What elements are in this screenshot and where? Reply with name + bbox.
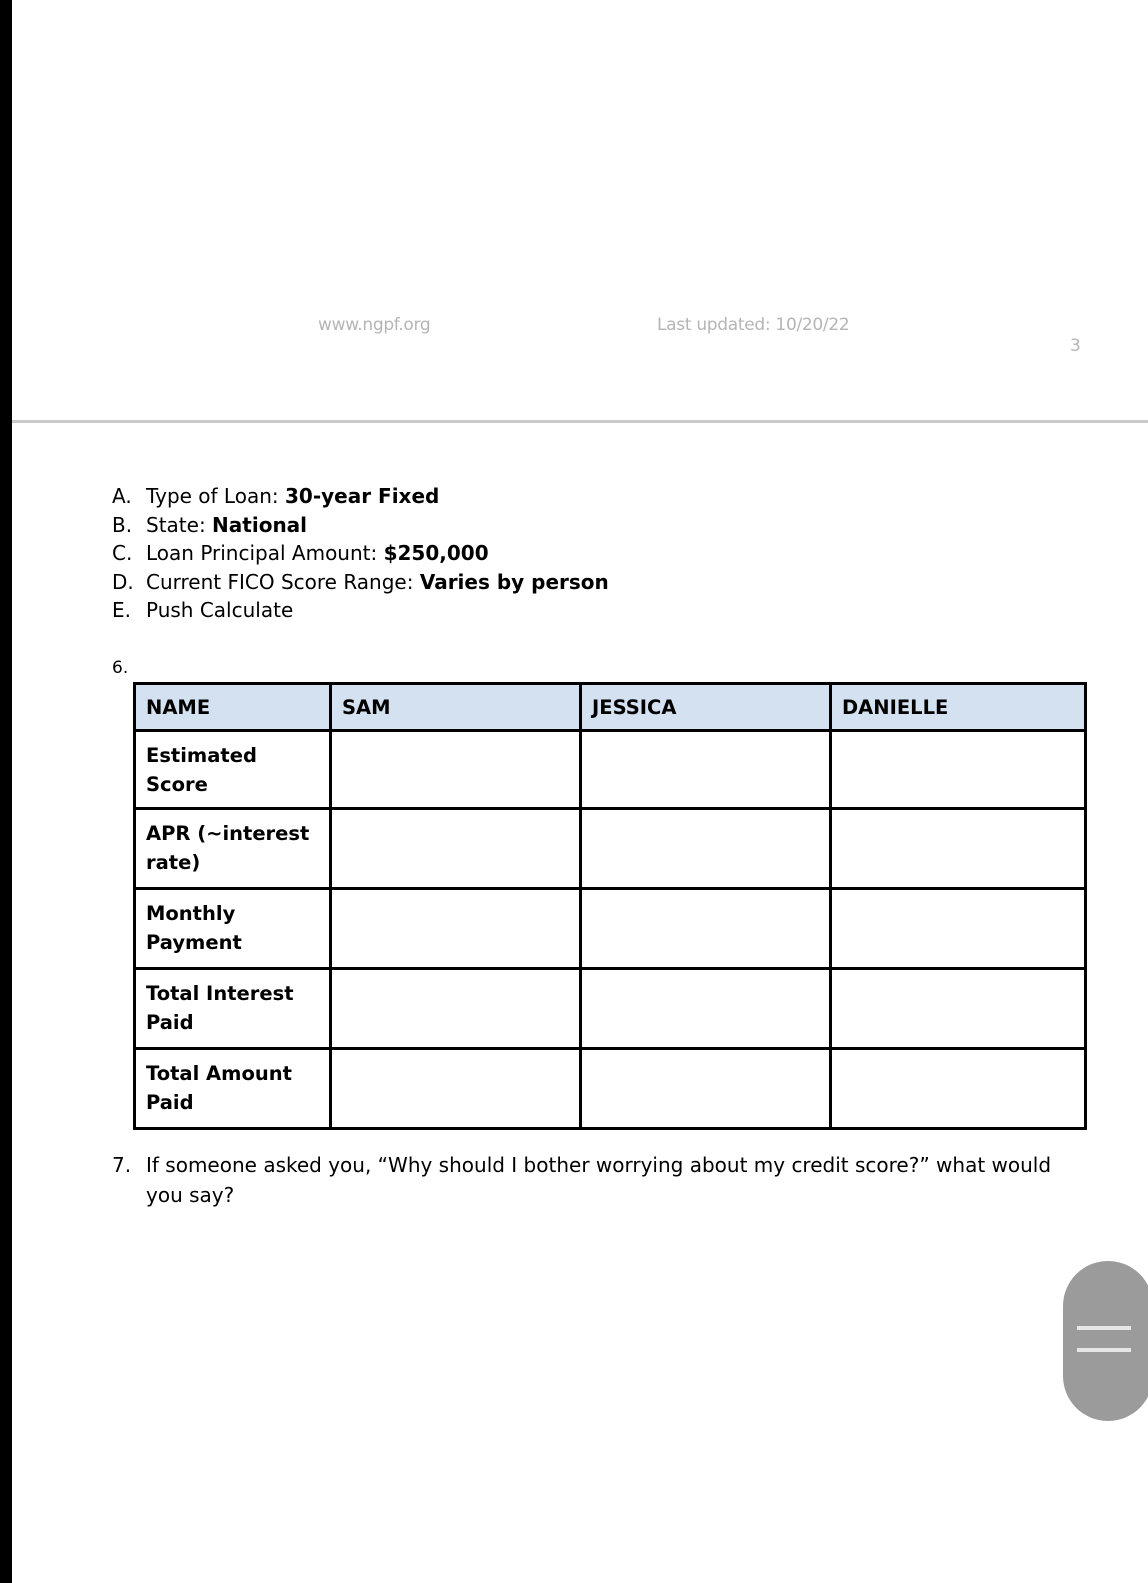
grip-line-icon: [1077, 1348, 1131, 1352]
list-value: $250,000: [383, 541, 489, 565]
answer-cell-sam[interactable]: [331, 809, 581, 889]
answer-cell-danielle[interactable]: [831, 809, 1086, 889]
list-item: [112, 482, 609, 511]
row-label: Total Interest Paid: [135, 969, 331, 1049]
answer-cell-sam[interactable]: [331, 731, 581, 809]
answer-cell-jessica[interactable]: [581, 969, 831, 1049]
answer-cell-danielle[interactable]: [831, 1049, 1086, 1129]
page-separator: [12, 420, 1148, 423]
answer-cell-sam[interactable]: [331, 969, 581, 1049]
list-item: [112, 539, 609, 568]
grip-line-icon: [1077, 1326, 1131, 1330]
answer-cell-danielle[interactable]: [831, 889, 1086, 969]
list-text: Type of Loan:: [146, 484, 285, 508]
header-sam: SAM: [331, 684, 581, 731]
question-7-text: If someone asked you, “Why should I bother worrying about my credit score?” what would you say?: [146, 1153, 1052, 1207]
list-item: [112, 596, 609, 625]
left-edge-bar: [0, 0, 12, 1583]
answer-cell-danielle[interactable]: [831, 969, 1086, 1049]
list-text: Push Calculate: [146, 598, 294, 622]
credit-comparison-table: [133, 682, 1087, 1130]
list-marker: C.: [112, 541, 133, 565]
row-label: Total Amount Paid: [135, 1049, 331, 1129]
list-marker: D.: [112, 569, 134, 594]
answer-cell-jessica[interactable]: [581, 731, 831, 809]
header-jessica: JESSICA: [581, 684, 831, 731]
table-row: [135, 969, 1086, 1049]
page-number: 3: [1070, 336, 1081, 356]
table-header-row: [135, 684, 1086, 731]
footer-last-updated: Last updated: 10/20/22: [657, 315, 850, 335]
list-marker: E.: [112, 598, 131, 622]
table-row: [135, 889, 1086, 969]
instruction-list: [112, 482, 609, 625]
table-row: [135, 731, 1086, 809]
table-row: [135, 1049, 1086, 1129]
list-value: National: [212, 512, 308, 537]
answer-cell-sam[interactable]: [331, 1049, 581, 1129]
footer-website: www.ngpf.org: [318, 315, 431, 335]
answer-cell-danielle[interactable]: [831, 731, 1086, 809]
list-value: Varies by person: [419, 569, 609, 594]
list-item: [112, 568, 609, 597]
answer-cell-sam[interactable]: [331, 889, 581, 969]
scroll-handle[interactable]: [1063, 1261, 1148, 1421]
list-text: State:: [146, 512, 213, 537]
list-marker: B.: [112, 512, 133, 537]
header-name: NAME: [135, 684, 331, 731]
answer-cell-jessica[interactable]: [581, 809, 831, 889]
row-label: Estimated Score: [135, 731, 331, 809]
header-danielle: DANIELLE: [831, 684, 1086, 731]
question-7-number: 7.: [112, 1153, 132, 1177]
question-7: [112, 1150, 1092, 1210]
answer-cell-jessica[interactable]: [581, 1049, 831, 1129]
list-value: 30-year Fixed: [284, 484, 440, 508]
question-6-number: 6.: [112, 658, 129, 678]
list-marker: A.: [112, 484, 132, 508]
list-item: [112, 511, 609, 540]
list-text: Current FICO Score Range:: [146, 569, 420, 594]
list-text: Loan Principal Amount:: [146, 541, 384, 565]
answer-cell-jessica[interactable]: [581, 889, 831, 969]
row-label: Monthly Payment: [135, 889, 331, 969]
row-label: APR (~interest rate): [135, 809, 331, 889]
table-row: [135, 809, 1086, 889]
